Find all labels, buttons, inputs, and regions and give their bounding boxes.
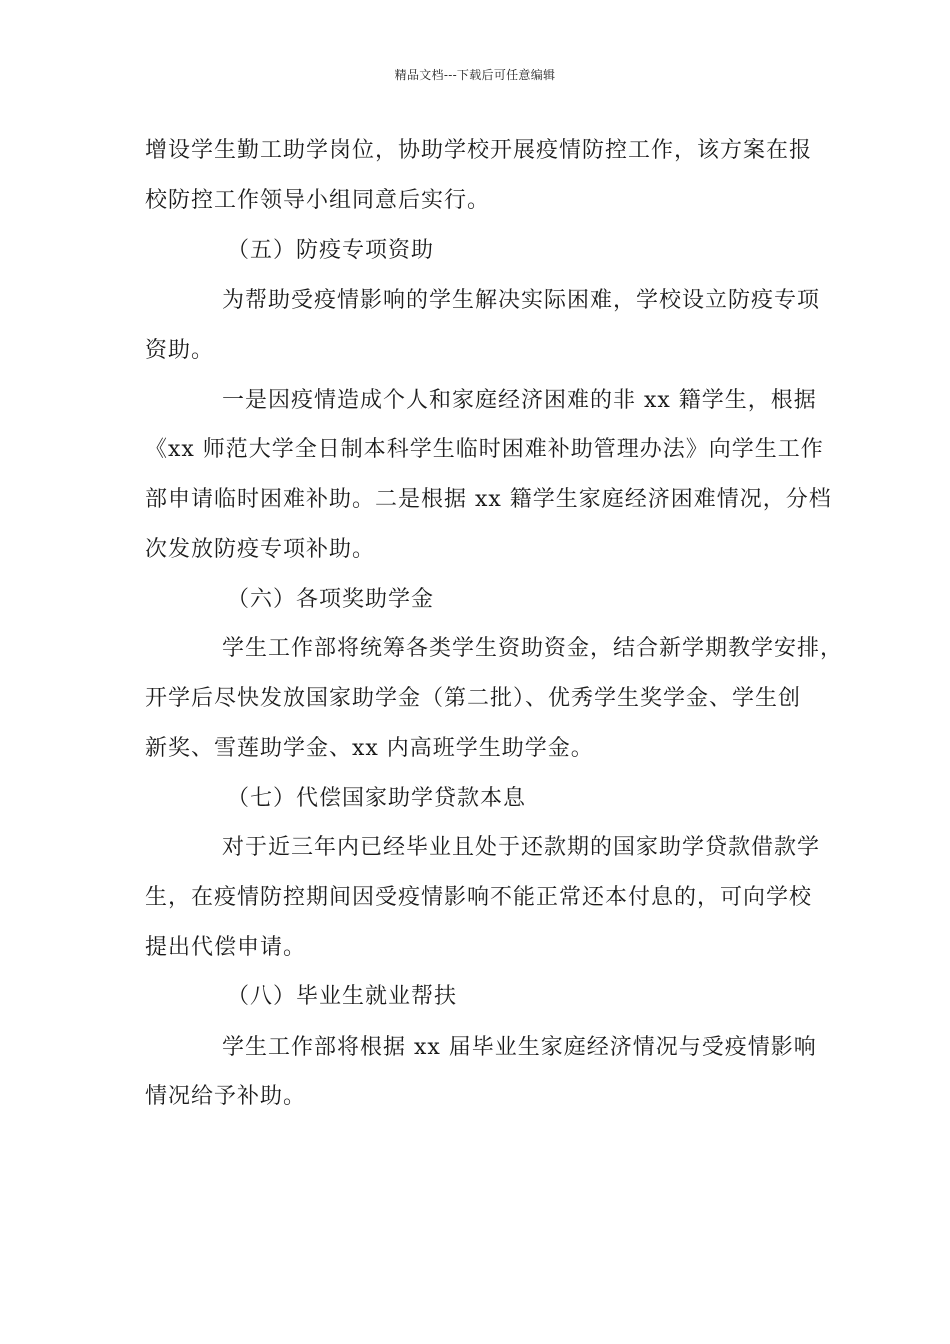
- paragraph-line: 新奖、雪莲助学金、xx 内高班学生助学金。: [145, 736, 594, 761]
- paragraph-line: 学生工作部将根据 xx 届毕业生家庭经济情况与受疫情影响: [222, 1035, 817, 1060]
- paragraph-line: 次发放防疫专项补助。: [145, 537, 376, 562]
- paragraph-line: 情况给予补助。: [145, 1084, 307, 1109]
- page-header: 精品文档---下载后可任意编辑: [394, 68, 556, 82]
- paragraph-line: 学生工作部将统筹各类学生资助资金，结合新学期教学安排，: [222, 636, 844, 661]
- section-heading: （八）毕业生就业帮扶: [227, 984, 458, 1009]
- paragraph-line: 校防控工作领导小组同意后实行。: [145, 188, 491, 213]
- paragraph-line: 为帮助受疫情影响的学生解决实际困难，学校设立防疫专项: [222, 288, 821, 313]
- section-heading: （五）防疫专项资助: [227, 238, 435, 263]
- paragraph-line: 资助。: [145, 338, 215, 363]
- paragraph-line: 增设学生勤工助学岗位，协助学校开展疫情防控工作，该方案在报: [145, 138, 813, 163]
- section-heading: （六）各项奖助学金: [227, 587, 435, 612]
- paragraph-line: 开学后尽快发放国家助学金（第二批）、优秀学生奖学金、学生创: [145, 686, 802, 711]
- paragraph-line: 《xx 师范大学全日制本科学生临时困难补助管理办法》向学生工作: [145, 437, 824, 462]
- paragraph-line: 提出代偿申请。: [145, 935, 307, 960]
- paragraph-line: 一是因疫情造成个人和家庭经济困难的非 xx 籍学生，根据: [222, 388, 817, 413]
- section-heading: （七）代偿国家助学贷款本息: [227, 786, 527, 811]
- paragraph-line: 对于近三年内已经毕业且处于还款期的国家助学贷款借款学: [222, 835, 821, 860]
- paragraph-line: 部申请临时困难补助。二是根据 xx 籍学生家庭经济困难情况，分档: [145, 487, 832, 512]
- paragraph-line: 生，在疫情防控期间因受疫情影响不能正常还本付息的，可向学校: [145, 885, 813, 910]
